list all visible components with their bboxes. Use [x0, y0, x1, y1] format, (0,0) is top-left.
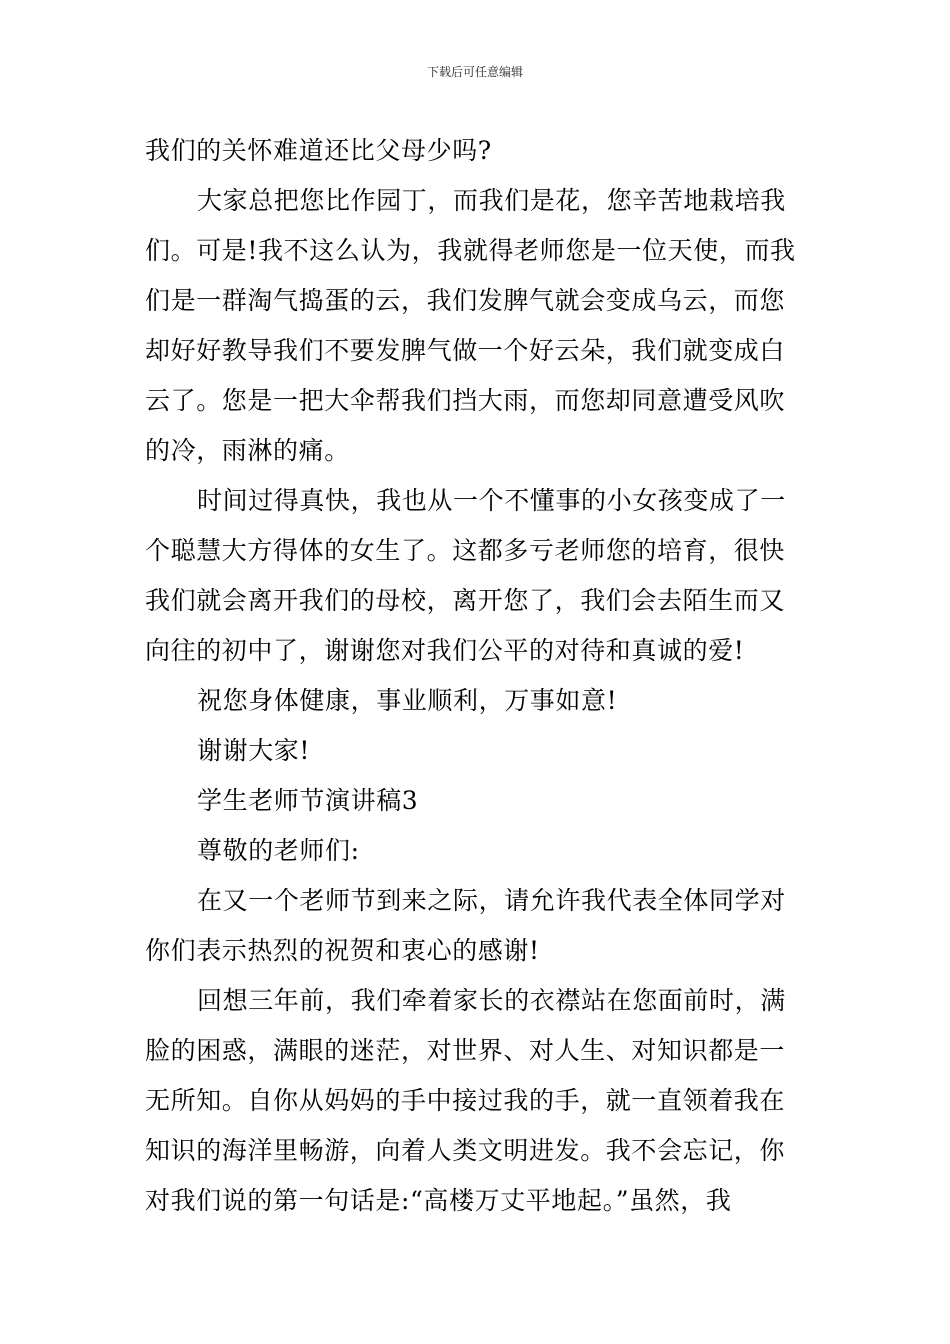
body-text [145, 126, 807, 1226]
text-line: 时间过得真快，我也从一个不懂事的小女孩变成了一 [197, 486, 786, 515]
text-line: 云了。您是一把大伞帮我们挡大雨，而您却同意遭受风吹 [145, 386, 786, 415]
text-line: 谢谢大家! [197, 736, 311, 765]
text-line: 我们就会离开我们的母校，离开您了，我们会去陌生而又 [145, 586, 786, 615]
text-line: 的冷，雨淋的痛。 [145, 436, 350, 465]
header-note: 下载后可任意编辑 [426, 65, 523, 79]
text-line: 对我们说的第一句话是:“高楼万丈平地起。”虽然，我 [145, 1186, 732, 1215]
text-line: 在又一个老师节到来之际，请允许我代表全体同学对 [197, 886, 786, 915]
page-header [0, 64, 950, 80]
text-line: 大家总把您比作园丁，而我们是花，您辛苦地栽培我 [197, 186, 786, 215]
text-line: 们。可是!我不这么认为，我就得老师您是一位天使，而我 [145, 236, 796, 265]
text-line: 向往的初中了，谢谢您对我们公平的对待和真诚的爱! [145, 636, 745, 665]
text-line: 却好好教导我们不要发脾气做一个好云朵，我们就变成白 [145, 336, 786, 365]
salutation: 尊敬的老师们: [197, 836, 360, 865]
text-line: 无所知。自你从妈妈的手中接过我的手，就一直领着我在 [145, 1086, 786, 1115]
text-line: 回想三年前，我们牵着家长的衣襟站在您面前时，满 [197, 986, 786, 1015]
text-line: 我们的关怀难道还比父母少吗? [145, 136, 492, 165]
text-line: 你们表示热烈的祝贺和衷心的感谢! [145, 936, 540, 965]
text-line: 个聪慧大方得体的女生了。这都多亏老师您的培育，很快 [145, 536, 786, 565]
text-line: 脸的困惑，满眼的迷茫，对世界、对人生、对知识都是一 [145, 1036, 786, 1065]
text-line: 知识的海洋里畅游，向着人类文明进发。我不会忘记，你 [145, 1136, 786, 1165]
text-line: 们是一群淘气捣蛋的云，我们发脾气就会变成乌云，而您 [145, 286, 786, 315]
section-title: 学生老师节演讲稿3 [197, 786, 419, 815]
text-line: 祝您身体健康，事业顺利，万事如意! [197, 686, 618, 715]
